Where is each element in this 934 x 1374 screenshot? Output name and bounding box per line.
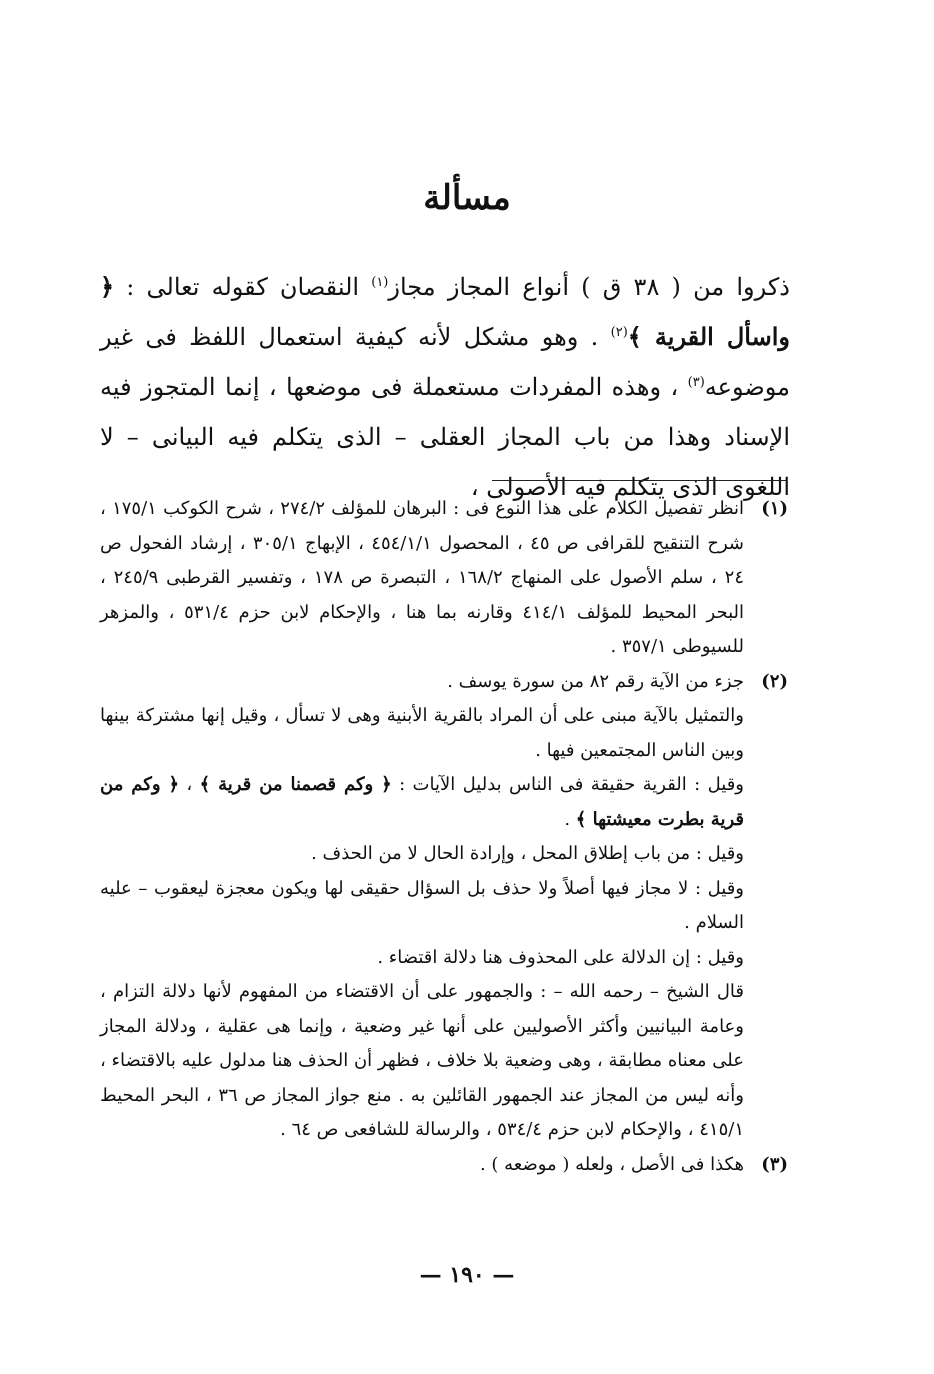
- body-text-2: النقصان كقوله تعالى :: [114, 273, 372, 301]
- footnote-number: (١): [761, 498, 788, 519]
- quran-quote: ﴿ وكم من قرية بطرت معيشتها ﴾: [100, 774, 744, 830]
- footnote-number: (٣): [761, 1153, 788, 1175]
- footnote-2: [100, 665, 788, 1148]
- footnote-line: [100, 768, 744, 837]
- footnote-ref-2[interactable]: (٢): [610, 325, 628, 340]
- footnotes: [100, 492, 788, 1182]
- footnote-line: وقيل : من باب إطلاق المحل ، وإرادة الحال لا من الحذف .: [311, 843, 744, 864]
- footnote-3: [100, 1148, 788, 1183]
- footnote-line: قال الشيخ – رحمه الله – : والجمهور على أن الاقتضاء من المفهوم لأنها دلالة التزام ، وعامة البيانيين وأكثر الأصوليين على أنها غير وضعية ، وإنما هى عقلية ، ودلالة المجاز على معناه مطابقة ، وهى وضعية بلا خلاف ، فظهر أن الحذف هنا مدلول عليه بالاقتضاء ، وأنه ليس من المجاز عند الجمهور القائلين به . منع جواز المجاز ص ٣٦ ، البحر المحيط ٤١٥/١ ، والإحكام لابن حزم ٥٣٤/٤ ، والرسالة للشافعى ص ٦٤ .: [100, 981, 744, 1140]
- footnote-text: .: [564, 808, 576, 830]
- footnote-text: انظر تفصيل الكلام على هذا النوع فى : البرهان للمؤلف ٢٧٤/٢ ، شرح الكوكب ١٧٥/١ ، شرح التنقيح للقرافى ص ٤٥ ، المحصول ٤٥٤/١/١ ، الإبهاج ٣٠٥/١ ، إرشاد الفحول ص ٢٤ ، سلم الأصول على المنهاج ١٦٨/٢ ، التبصرة ص ١٧٨ ، وتفسير القرطبى ٢٤٥/٩ ، البحر المحيط للمؤلف ٤١٤/١ وقارنه بما هنا ، والإحكام لابن حزم ٥٣١/٤ ، والمزهر للسيوطى ٣٥٧/١ .: [100, 498, 745, 657]
- footnote-line: وقيل : لا مجاز فيها أصلاً ولا حذف بل السؤال حقيقى لها ويكون معجزة ليعقوب – عليه السلام .: [100, 877, 744, 933]
- main-paragraph: [100, 262, 790, 512]
- footnote-ref-3[interactable]: (٣): [687, 375, 705, 390]
- footnote-body: [100, 492, 744, 665]
- main-text: [100, 262, 790, 512]
- page-number: — ١٩٠ —: [419, 1262, 515, 1288]
- footnote-divider: [492, 480, 786, 481]
- quran-quote: ﴿ واسأل القرية ﴾: [100, 272, 790, 351]
- footnote-text: هكذا فى الأصل ، ولعله ( موضعه ) .: [479, 1153, 744, 1175]
- footnote-ref-1[interactable]: (١): [371, 275, 389, 290]
- quran-quote: ﴿ وكم قصمنا من قرية ﴾: [199, 774, 392, 795]
- separator: ،: [179, 774, 200, 795]
- footnote-line: والتمثيل بالآية مبنى على أن المراد بالقرية الأبنية وهى لا تسأل ، وقيل إنها مشتركة بينها وبين الناس المجتمعين فيها .: [100, 705, 744, 761]
- footnote-1: [100, 492, 788, 665]
- body-text-1: ذكروا من ( ٣٨ ق ) أنواع المجاز مجاز: [388, 273, 790, 301]
- footnote-body: [100, 665, 744, 1148]
- footnote-body: [100, 1148, 744, 1183]
- footnote-number: (٢): [761, 670, 788, 692]
- body-text-3: . وهو مشكل لأنه كيفية استعمال اللفظ فى غير موضوعه: [100, 323, 790, 401]
- section-title: مسألة: [423, 178, 511, 218]
- footnote-line: جزء من الآية رقم ٨٢ من سورة يوسف .: [447, 670, 744, 692]
- footnote-line: وقيل : إن الدلالة على المحذوف هنا دلالة اقتضاء .: [377, 946, 744, 968]
- body-text-4: ، وهذه المفردات مستعملة فى موضعها ، إنما المتجوز فيه الإسناد وهذا من باب المجاز العقلى – الذى يتكلم فيه البيانى – لا اللغوى الذى يتكلم فيه الأصولى ،: [100, 373, 790, 501]
- footnote-text: وقيل : القرية حقيقة فى الناس بدليل الآيات :: [391, 774, 744, 795]
